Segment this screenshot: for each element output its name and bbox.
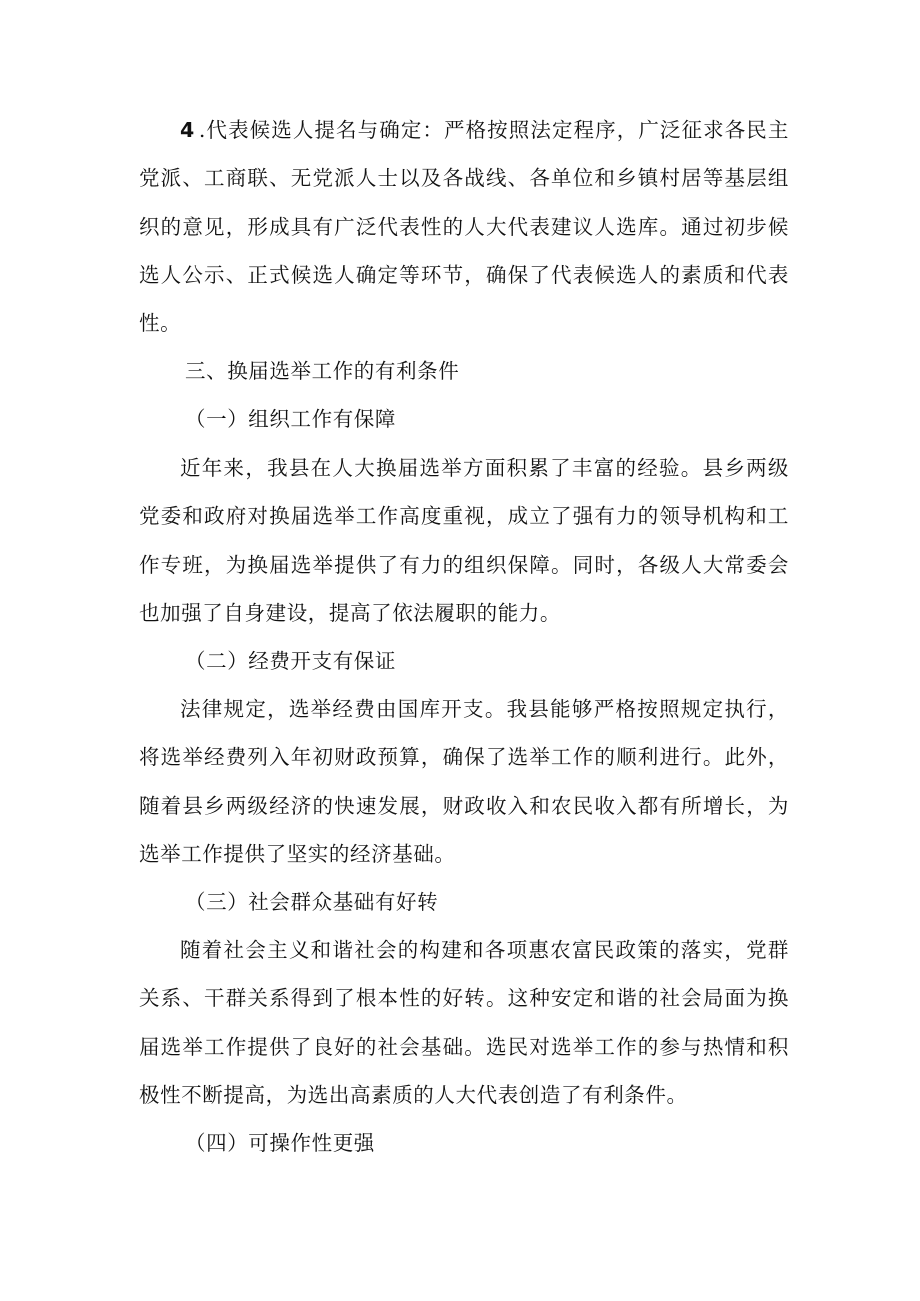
item-4-paragraph bbox=[139, 106, 789, 347]
item-4-number: 4 bbox=[180, 118, 195, 142]
item-4-text: .代表候选人提名与确定：严格按照法定程序，广泛征求各民主党派、工商联、无党派人士以及各战线、各单位和乡镇村居等基层组织的意见，形成具有广泛代表性的人大代表建议人选库。通过初步候选人公示、正式候选人确定等环节，确保了代表候选人的素质和代表性。 bbox=[139, 118, 789, 336]
subsection-3-paragraph: 随着社会主义和谐社会的构建和各项惠农富民政策的落实，党群关系、干群关系得到了根本性的好转。这种安定和谐的社会局面为换届选举工作提供了良好的社会基础。选民对选举工作的参与热情和积极性不断提高，为选出高素质的人大代表创造了有利条件。 bbox=[139, 938, 789, 1107]
section-3-heading: 三、换届选举工作的有利条件 bbox=[185, 359, 460, 383]
subsection-3-heading: （三）社会群众基础有好转 bbox=[185, 890, 439, 914]
subsection-2-heading: （二）经费开支有保证 bbox=[185, 649, 396, 673]
subsection-2-paragraph: 法律规定，选举经费由国库开支。我县能够严格按照规定执行，将选举经费列入年初财政预算，确保了选举工作的顺利进行。此外，随着县乡两级经济的快速发展，财政收入和农民收入都有所增长，为选举工作提供了坚实的经济基础。 bbox=[139, 697, 789, 866]
subsection-4-heading: （四）可操作性更强 bbox=[185, 1131, 375, 1155]
subsection-1-heading: （一）组织工作有保障 bbox=[185, 407, 396, 431]
subsection-1-paragraph: 近年来，我县在人大换届选举方面积累了丰富的经验。县乡两级党委和政府对换届选举工作高度重视，成立了强有力的领导机构和工作专班，为换届选举提供了有力的组织保障。同时，各级人大常委会也加强了自身建设，提高了依法履职的能力。 bbox=[139, 456, 789, 625]
